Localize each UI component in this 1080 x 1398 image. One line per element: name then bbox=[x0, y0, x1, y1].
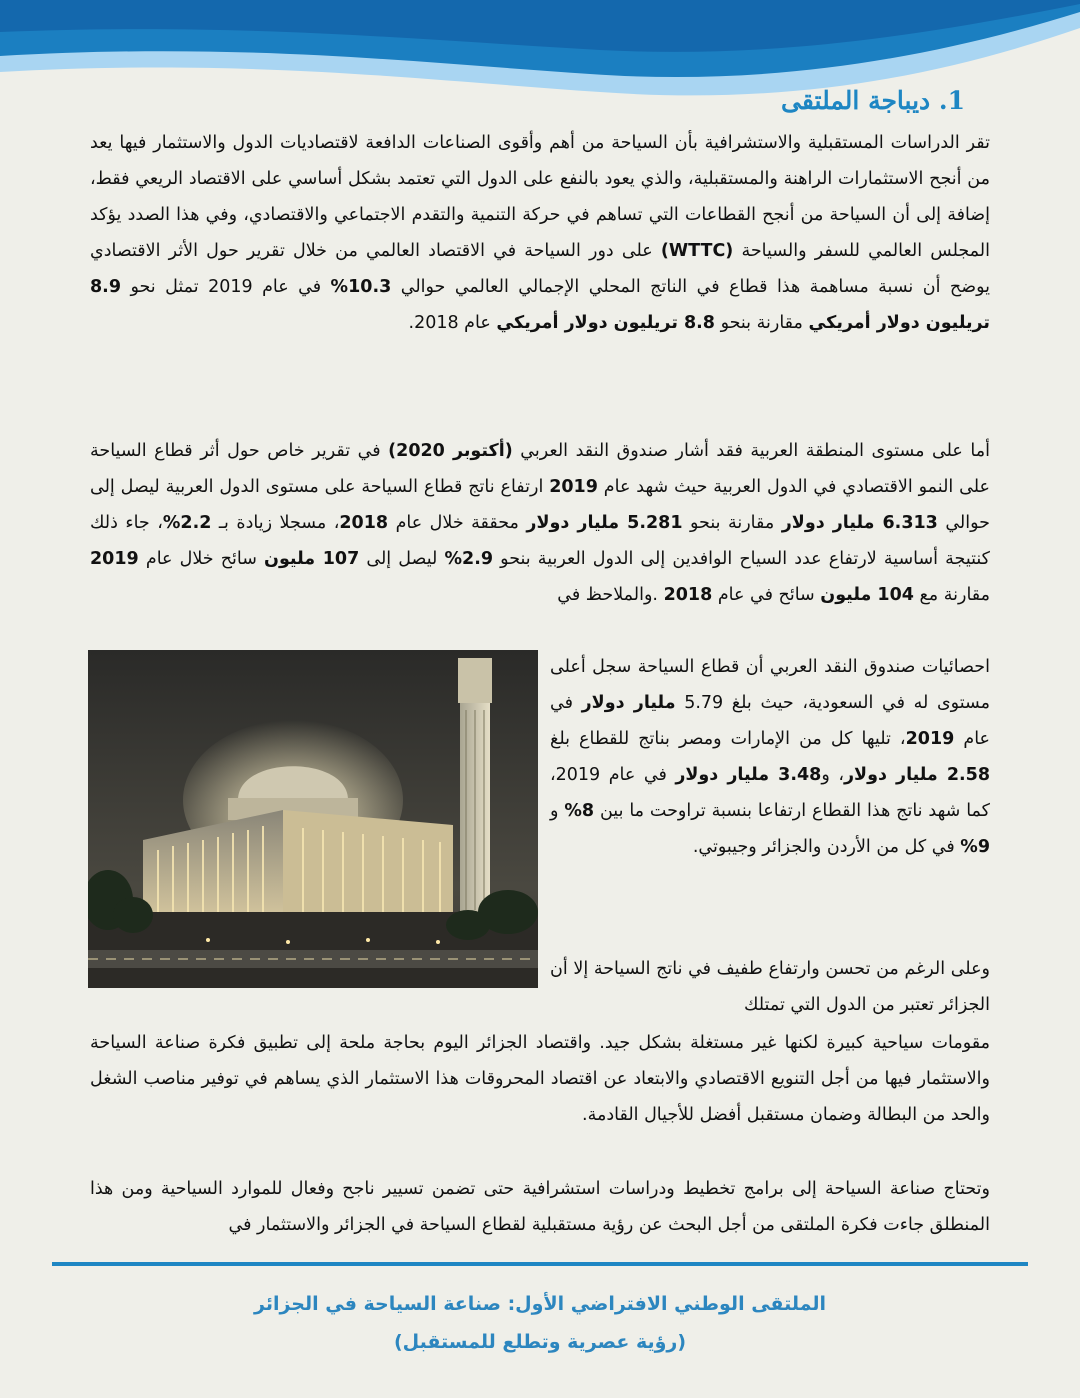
text-run: و bbox=[550, 801, 565, 821]
text-run: عام 2018. bbox=[408, 313, 497, 333]
text-run: ، جاء ذلك كنتيجة أساسية لارتفاع عدد السياح الوافدين إلى الدول العربية بنحو bbox=[90, 513, 990, 569]
text-run: تقر الدراسات المستقبلية والاستشرافية بأن السياحة من أهم وأقوى الصناعات الدافعة لاقتصاديات الدول والاستثمار فيها يعد من أنجح الاستثمارات الراهنة والمستقبلية، والذي يعود بالنفع على الدول التي تعتمد بشكل أساسي على الاقتصاد الريعي فقط، إضافة إلى أن السياحة من أنجح القطاعات التي تساهم في حركة التنمية والتقدم الاجتماعي والاقتصادي، وفي هذا الصدد يؤكد المجلس العالمي للسفر والسياحة bbox=[90, 133, 990, 261]
text-run: سائح خلال عام bbox=[138, 549, 265, 569]
text-run: مقارنة بنحو bbox=[682, 513, 782, 533]
bold-run: 2019 bbox=[905, 729, 955, 749]
text-run: سائح في عام bbox=[712, 585, 821, 605]
text-run: محققة خلال عام bbox=[388, 513, 527, 533]
mosque-photo bbox=[88, 650, 538, 988]
text-run: ، مسجلا زيادة بـ bbox=[211, 513, 340, 533]
bold-run: 107 مليون bbox=[264, 549, 360, 569]
bold-run: 2018 bbox=[339, 513, 389, 533]
footer-title: الملتقى الوطني الافتراضي الأول: صناعة السياحة في الجزائر bbox=[254, 1293, 826, 1315]
text-run: وتحتاج صناعة السياحة إلى برامج تخطيط ودراسات استشرافية حتى تضمن تسيير ناجح وفعال للموارد السياحية ومن هذا المنطلق جاءت فكرة الملتقى من أجل البحث عن رؤية مستقبلية لقطاع السياحة في الجزائر والاستثمار في bbox=[90, 1179, 990, 1235]
text-run: احصائيات صندوق النقد العربي أن قطاع السياحة سجل أعلى مستوى له في السعودية، حيث بلغ 5.79 bbox=[550, 657, 990, 713]
text-run: ، تليها كل من الإمارات ومصر بناتج للقطاع بلغ bbox=[550, 729, 906, 749]
text-run: مقارنة مع bbox=[913, 585, 990, 605]
paragraph-conclusion bbox=[90, 1171, 990, 1243]
text-run: في عام 2019 تمثل نحو bbox=[121, 277, 331, 297]
bold-run: 2019 bbox=[549, 477, 598, 497]
paragraph-algeria-continued bbox=[90, 1025, 990, 1133]
bold-run: مليار دولار bbox=[581, 693, 676, 713]
text-run: .والملاحظ في bbox=[557, 585, 664, 605]
section-title: 1. ديباجة الملتقى bbox=[781, 86, 965, 115]
bold-run: 2.9% bbox=[444, 549, 494, 569]
bold-run: 2018 bbox=[663, 585, 713, 605]
bold-run: (أكتوبر 2020) bbox=[388, 441, 513, 461]
text-run: على دور السياحة في الاقتصاد العالمي من خلال تقرير حول الأثر الاقتصادي يوضح أن نسبة مساهمة هذا قطاع في الناتج المحلي الإجمالي العالمي حوالي bbox=[90, 241, 990, 297]
bold-run: (WTTC) bbox=[660, 241, 734, 261]
bold-run: 8.8 تريليون دولار أمريكي bbox=[496, 313, 715, 333]
bold-run: 10.3% bbox=[330, 277, 392, 297]
footer-subtitle: (رؤية عصرية وتطلع للمستقبل) bbox=[393, 1331, 687, 1353]
bold-run: 8.9 تريليون دولار أمريكي bbox=[90, 277, 990, 333]
paragraph-statistics bbox=[550, 649, 990, 865]
text-run: مقومات سياحية كبيرة لكنها غير مستغلة بشكل جيد. واقتصاد الجزائر اليوم بحاجة ملحة إلى تطبيق فكرة صناعة السياحة والاستثمار فيها من أجل التنويع الاقتصادي والابتعاد عن اقتصاد المحروقات هذا الاستثمار الذي يساهم في توفير مناصب الشغل والحد من البطالة وضمان مستقبل أفضل للأجيال القادمة. bbox=[90, 1033, 990, 1125]
paragraph-arab-region bbox=[90, 433, 990, 613]
text-run: أما على مستوى المنطقة العربية فقد أشار صندوق النقد العربي bbox=[512, 441, 991, 461]
bold-run: 5.281 مليار دولار bbox=[526, 513, 683, 533]
footer-divider bbox=[52, 1262, 1028, 1266]
bold-run: 6.313 مليار دولار bbox=[781, 513, 938, 533]
text-run: ليصل إلى bbox=[359, 549, 445, 569]
text-run: ، و bbox=[821, 765, 844, 785]
bold-run: 2.2% bbox=[162, 513, 212, 533]
bold-run: 2.58 مليار دولار bbox=[843, 765, 991, 785]
text-run: في عام 2019، كما شهد ناتج هذا القطاع ارتفاعا بنسبة تراوحت ما بين bbox=[550, 765, 991, 821]
text-run: مقارنة بنحو bbox=[715, 313, 809, 333]
bold-run: 2019 bbox=[90, 549, 139, 569]
bold-run: 3.48 مليار دولار bbox=[675, 765, 822, 785]
text-run: في تقرير خاص حول أثر قطاع السياحة على النمو الاقتصادي في الدول العربية حيث شهد عام bbox=[90, 441, 990, 497]
text-run: وعلى الرغم من تحسن وارتفاع طفيف في ناتج السياحة إلا أن الجزائر تعتبر من الدول التي تمتلك bbox=[550, 959, 990, 1015]
bold-run: 9% bbox=[960, 837, 990, 857]
paragraph-algeria-start bbox=[550, 951, 990, 1023]
paragraph-intro bbox=[90, 125, 990, 341]
bold-run: 8% bbox=[564, 801, 595, 821]
text-run: في كل من الأردن والجزائر وجيبوتي. bbox=[692, 837, 961, 857]
text-run: ارتفاع ناتج قطاع السياحة على مستوى الدول العربية ليصل إلى حوالي bbox=[90, 477, 990, 533]
bold-run: 104 مليون bbox=[820, 585, 914, 605]
text-run: في عام bbox=[550, 693, 990, 749]
